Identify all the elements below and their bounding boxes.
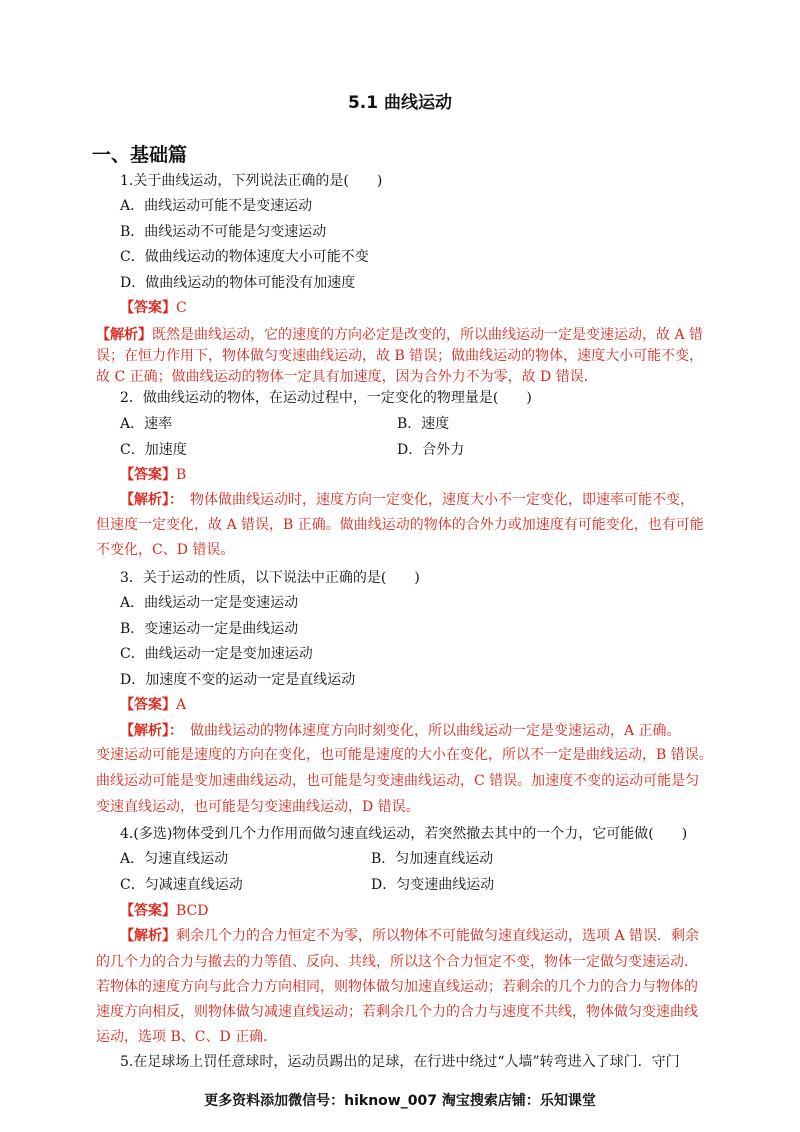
question-4-analysis-line-1: 【解析】剩余几个力的合力恒定不为零，所以物体不可能做匀速直线运动，选项 A 错误．剩余 <box>120 928 700 944</box>
question-4-answer <box>120 904 208 918</box>
question-3-analysis-line-3: 曲线运动可能是变加速曲线运动，也可能是匀变速曲线运动，C 错误。加速度不变的运动可能是匀 <box>96 773 700 789</box>
answer-tag: 【答案】 <box>120 697 176 713</box>
question-2-analysis-line-1: 【解析】： 物体做曲线运动时，速度方向一定变化，速度大小不一定变化，即速率可能不变， <box>120 492 694 508</box>
question-3-analysis-line-1: 【解析】： 做曲线运动的物体速度方向时刻变化，所以曲线运动一定是变速运动，A 正确。 <box>120 723 681 739</box>
question-3-analysis-line-4: 变速直线运动，也可能是匀变速曲线运动，D 错误。 <box>96 799 420 815</box>
question-1-analysis-line-2: 误；在恒力作用下，物体做匀变速曲线运动，故 B 错误；做曲线运动的物体，速度大小可能不变， <box>96 348 704 364</box>
question-2-option-d: D．合外力 <box>397 442 465 458</box>
page-title: 5.1 曲线运动 <box>347 93 453 113</box>
question-1-analysis-line-3: 故 C 正确；做曲线运动的物体一定具有加速度，因为合外力不为零，故 D 错误． <box>96 369 598 385</box>
answer-value: C <box>176 300 187 316</box>
question-1-option-a: A．曲线运动可能不是变速运动 <box>120 198 313 214</box>
question-4-analysis-line-2: 的几个力的合力与撤去的力等值、反向、共线，所以这个合力恒定不变，物体一定做匀变速运动． <box>96 954 698 970</box>
question-3-analysis-line-2: 变速运动可能是速度的方向在变化，也可能是速度的大小在变化，所以不一定是曲线运动，B 错误。 <box>96 747 713 763</box>
question-3-option-d: D．加速度不变的运动一定是直线运动 <box>120 672 356 688</box>
analysis-tag: 【解析】： <box>120 723 176 739</box>
question-2-stem: 2．做曲线运动的物体，在运动过程中，一定变化的物理量是( ) <box>120 390 532 406</box>
analysis-tag: 【解析】： <box>120 492 176 508</box>
answer-tag: 【答案】 <box>120 903 176 919</box>
question-1-option-c: C．做曲线运动的物体速度大小可能不变 <box>120 249 369 265</box>
question-4-option-c: C．匀减速直线运动 <box>120 877 243 893</box>
question-2-option-b: B．速度 <box>397 416 450 432</box>
question-4-analysis-line-4: 速度方向相反，则物体做匀减速直线运动；若剩余几个力的合力与速度不共线，物体做匀变速曲线 <box>96 1004 698 1020</box>
answer-tag: 【答案】 <box>120 467 176 483</box>
answer-value: A <box>176 697 187 713</box>
question-1-stem: 1.关于曲线运动，下列说法正确的是( ) <box>120 173 383 189</box>
answer-value: B <box>176 467 187 483</box>
question-1-option-b: B．曲线运动不可能是匀变速运动 <box>120 224 327 240</box>
question-4-option-a: A．匀速直线运动 <box>120 851 229 867</box>
analysis-tag: 【解析】 <box>120 928 176 944</box>
question-1-option-d: D．做曲线运动的物体可能没有加速度 <box>120 275 356 291</box>
question-5-stem: 5.在足球场上罚任意球时，运动员踢出的足球，在行进中绕过“人墙”转弯进入了球门．守门 <box>120 1054 680 1070</box>
section-heading: 一、基础篇 <box>92 144 188 166</box>
question-3-answer <box>120 698 186 712</box>
question-2-answer <box>120 468 186 482</box>
question-2-analysis-line-3: 不变化，C、D 错误。 <box>96 542 235 558</box>
question-4-option-d: D．匀变速曲线运动 <box>371 877 495 893</box>
question-4-option-b: B．匀加速直线运动 <box>371 851 494 867</box>
question-1-answer <box>120 301 187 315</box>
question-3-stem: 3．关于运动的性质，以下说法中正确的是( ) <box>120 570 420 586</box>
question-3-option-a: A．曲线运动一定是变速运动 <box>120 595 299 611</box>
question-4-analysis-line-3: 若物体的速度方向与此合力方向相同，则物体做匀加速直线运动；若剩余的几个力的合力与物体的 <box>96 979 698 995</box>
question-2-analysis-line-2: 但速度一定变化，故 A 错误，B 正确。做曲线运动的物体的合外力或加速度有可能变化，也有可能 <box>96 517 704 533</box>
question-3-option-c: C．曲线运动一定是变加速运动 <box>120 646 313 662</box>
page-footer: 更多资料添加微信号：hiknow_007 淘宝搜索店铺：乐知课堂 <box>204 1093 596 1109</box>
question-4-stem: 4.(多选)物体受到几个力作用而做匀速直线运动，若突然撤去其中的一个力，它可能做( ) <box>120 826 688 842</box>
question-2-option-c: C．加速度 <box>120 442 187 458</box>
analysis-tag: 【解析】 <box>96 327 152 343</box>
question-4-analysis-line-5: 运动，选项 B、C、D 正确． <box>96 1029 278 1045</box>
answer-tag: 【答案】 <box>120 300 176 316</box>
question-2-option-a: A．速率 <box>120 416 173 432</box>
question-1-analysis-line-1: 【解析】既然是曲线运动，它的速度的方向必定是改变的，所以曲线运动一定是变速运动，故 A 错 <box>96 327 704 343</box>
question-3-option-b: B．变速运动一定是曲线运动 <box>120 621 299 637</box>
answer-value: BCD <box>176 903 209 919</box>
